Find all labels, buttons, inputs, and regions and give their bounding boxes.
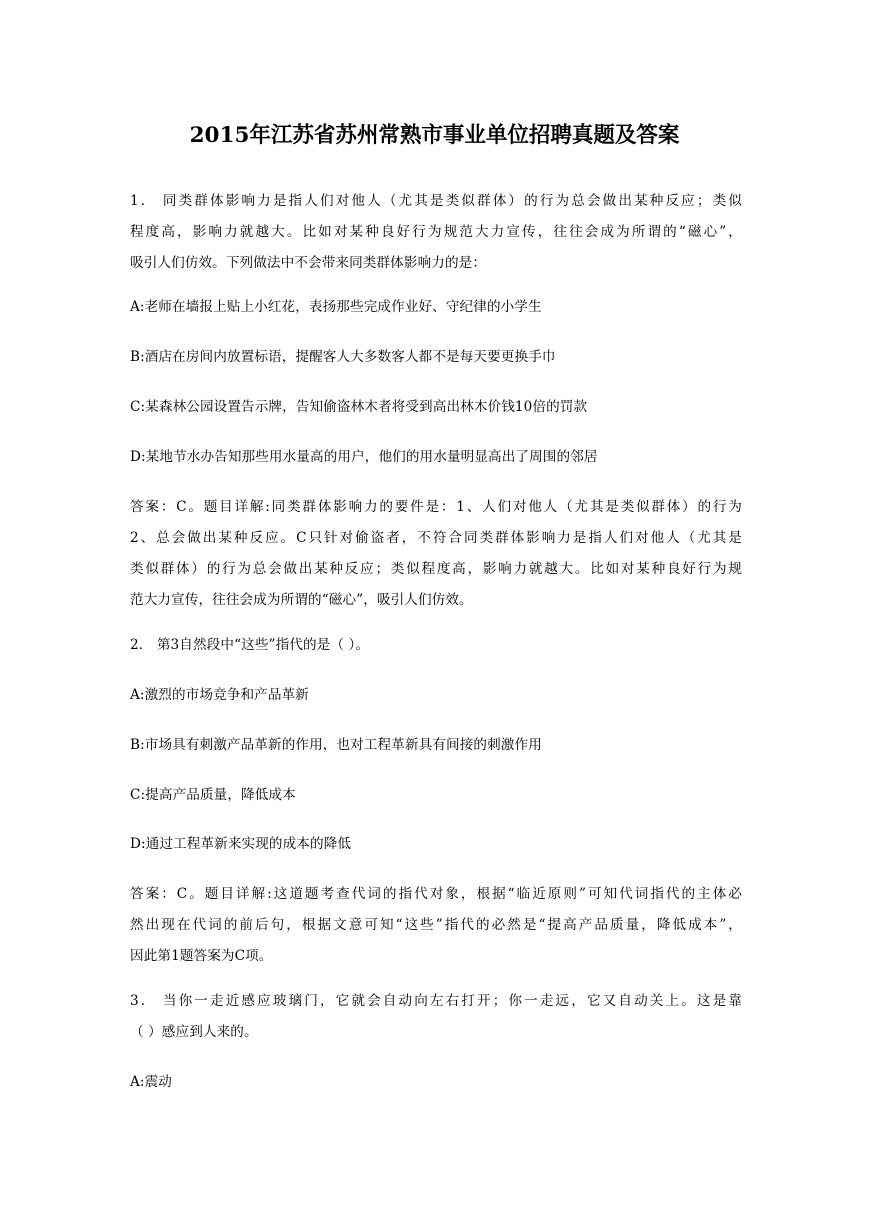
question-2-answer: [130, 879, 742, 972]
question-1-option-c: [130, 392, 742, 423]
option-text: A:老师在墙报上贴上小红花，表扬那些完成作业好、守纪律的小学生: [130, 299, 542, 315]
option-text: A:震动: [130, 1074, 172, 1090]
option-text: C:某森林公园设置告示牌，告知偷盗林木者将受到高出林木价钱10倍的罚款: [130, 399, 588, 415]
question-1-stem-line-3: 吸引人们仿效。下列做法中不会带来同类群体影响力的是：: [130, 255, 487, 271]
answer-line: 因此第1题答案为C项。: [130, 948, 273, 964]
question-1-stem-line-1: 1． 同类群体影响力是指人们对他人（尤其是类似群体）的行为总会做出某种反应；类似: [130, 193, 742, 209]
question-2-option-c: [130, 780, 742, 811]
option-text: C:提高产品质量，降低成本: [130, 787, 296, 803]
question-2-option-d: [130, 829, 742, 860]
question-3-stem: [130, 986, 742, 1048]
question-1-stem: [130, 186, 742, 279]
answer-line: 答案：C。题目详解:同类群体影响力的要件是：1、人们对他人（尤其是类似群体）的行为: [130, 499, 742, 515]
question-1-stem-line-2: 程度高，影响力就越大。比如对某种良好行为规范大力宣传，往往会成为所谓的“磁心”，: [130, 224, 742, 240]
answer-line: 范大力宣传，往往会成为所谓的“磁心”，吸引人们仿效。: [130, 592, 473, 608]
option-text: D:通过工程革新来实现的成本的降低: [130, 836, 352, 852]
option-text: B:酒店在房间内放置标语，提醒客人大多数客人都不是每天要更换手巾: [130, 349, 556, 365]
option-text: B:市场具有刺激产品革新的作用，也对工程革新具有间接的刺激作用: [130, 737, 542, 753]
option-text: A:激烈的市场竞争和产品革新: [130, 687, 309, 703]
question-2-stem: [130, 630, 742, 661]
question-1-option-b: [130, 342, 742, 373]
question-1-answer: [130, 492, 742, 616]
document-title: 2015年江苏省苏州常熟市事业单位招聘真题及答案: [189, 123, 680, 148]
question-3-stem-line-1: 3． 当你一走近感应玻璃门，它就会自动向左右打开；你一走远，它又自动关上。这是靠: [130, 993, 742, 1009]
question-2-option-a: [130, 680, 742, 711]
answer-line: 然出现在代词的前后句，根据文意可知“这些”指代的必然是“提高产品质量，降低成本”，: [130, 917, 742, 933]
question-1-option-d: [130, 442, 742, 473]
answer-line: 答案：C。题目详解:这道题考查代词的指代对象，根据“临近原则”可知代词指代的主体必: [130, 886, 742, 902]
answer-line: 2、总会做出某种反应。C只针对偷盗者，不符合同类群体影响力是指人们对他人（尤其是: [130, 530, 742, 546]
question-1-option-a: [130, 292, 742, 323]
question-3-stem-line-2: （ ）感应到人来的。: [130, 1024, 258, 1040]
question-2-option-b: [130, 730, 742, 761]
question-2-stem-line-1: 2． 第3自然段中“这些”指代的是（ ）。: [130, 637, 370, 653]
answer-line: 类似群体）的行为总会做出某种反应；类似程度高，影响力就越大。比如对某种良好行为规: [130, 561, 742, 577]
question-3-option-a: [130, 1067, 742, 1098]
option-text: D:某地节水办告知那些用水量高的用户，他们的用水量明显高出了周围的邻居: [130, 449, 598, 465]
